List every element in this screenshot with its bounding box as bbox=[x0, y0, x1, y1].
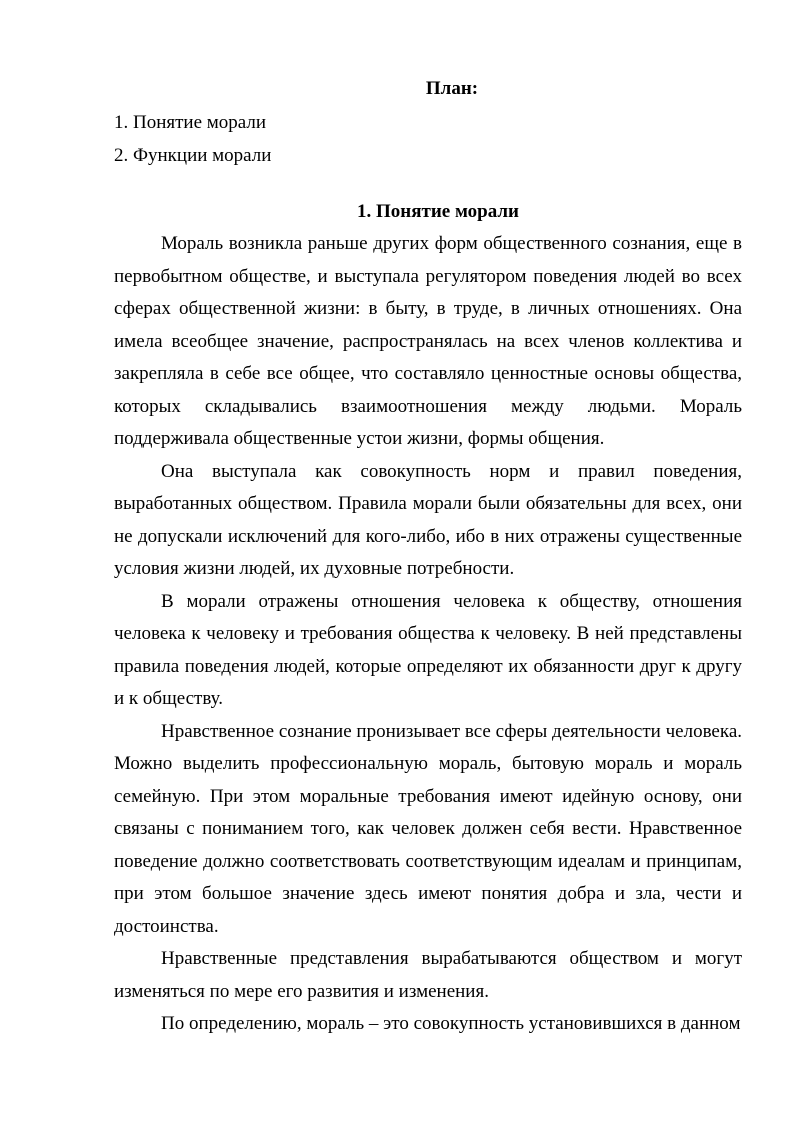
plan-title: План: bbox=[425, 78, 479, 99]
plan-list bbox=[114, 106, 742, 172]
paragraph-3: В морали отражены отношения человека к обществу, отношения человека к человеку и требования общества к человеку. В ней представлены правила поведения людей, которые определяют их обязанности друг к другу и к обществу. bbox=[114, 590, 742, 709]
paragraph-1: Мораль возникла раньше других форм общественного сознания, еще в первобытном обществе, и выступала регулятором поведения людей во всех сферах общественной жизни: в быту, в труде, в личных отношениях. Она имела всеобщее значение, распространялась на всех членов коллектива и закрепляла в себе все общее, что составляло ценностные основы общества, которых складывались взаимоотношения между людьми. Мораль поддерживала общественные устои жизни, формы общения. bbox=[114, 233, 742, 449]
page-content bbox=[114, 73, 742, 1041]
plan-item-1: 1. Понятие морали bbox=[114, 111, 267, 133]
plan-item-2: 2. Функции морали bbox=[114, 144, 272, 166]
paragraph-5: Нравственные представления вырабатываются обществом и могут изменяться по мере его развития и изменения. bbox=[114, 948, 742, 1002]
paragraph-6: По определению, мораль – это совокупность установившихся в данном bbox=[161, 1013, 741, 1034]
paragraph-4: Нравственное сознание пронизывает все сферы деятельности человека. Можно выделить профессиональную мораль, бытовую мораль и мораль семейную. При этом моральные требования имеют идейную основу, они связаны с пониманием того, как человек должен себя вести. Нравственное поведение должно соответствовать соответствующим идеалам и принципам, при этом большое значение здесь имеют понятия добра и зла, чести и достоинства. bbox=[114, 720, 742, 937]
section-title: 1. Понятие морали bbox=[356, 200, 519, 222]
paragraph-2: Она выступала как совокупность норм и правил поведения, выработанных обществом. Правила морали были обязательны для всех, они не допускали исключений для кого-либо, ибо в них отражены существенные условия жизни людей, их духовные потребности. bbox=[114, 460, 742, 579]
